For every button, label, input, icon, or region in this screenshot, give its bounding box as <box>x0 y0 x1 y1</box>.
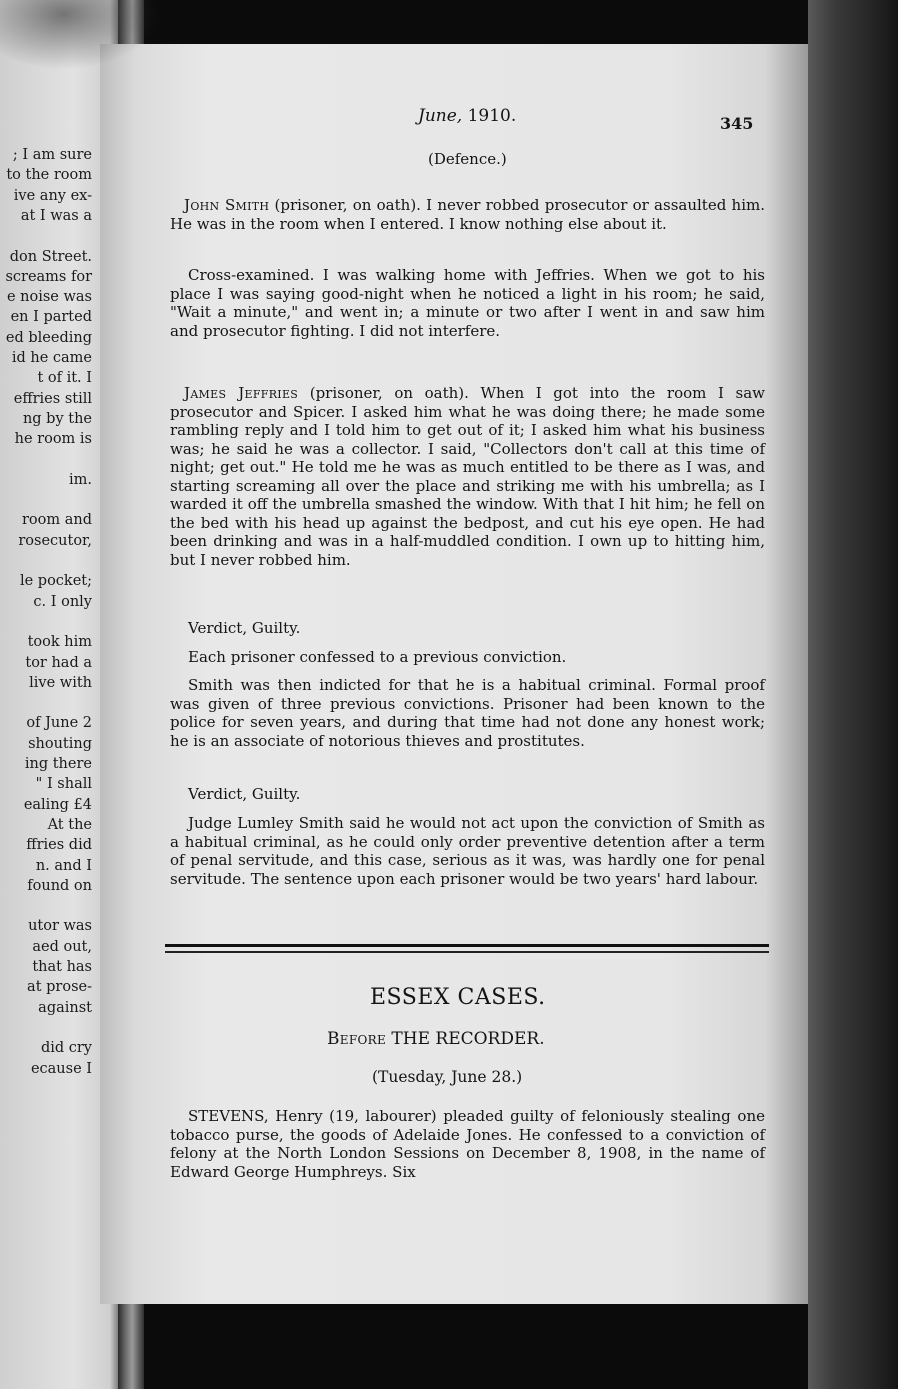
left-page-line: ffries did <box>26 837 92 854</box>
left-page-line: screams for <box>5 268 92 285</box>
session-date: (Tuesday, June 28.) <box>372 1068 523 1086</box>
left-page-line: found on <box>27 877 92 894</box>
left-page-line: room and <box>21 512 92 529</box>
paragraph-sentence: Judge Lumley Smith said he would not act upon the conviction of Smith as a habitual criminal, as he could only order preventive detention after a term of penal servitude, and this case, serious as it was, was hardly one for penal servitude. The sentence upon each prisoner would be two years' hard labour. <box>170 814 765 888</box>
running-head <box>418 106 516 126</box>
left-page-line: ing there <box>24 756 92 772</box>
left-page-line: e noise was <box>6 289 92 306</box>
paragraph-stevens: STEVENS, Henry (19, labourer) pleaded guilty of feloniously stealing one tobacco purse, the goods of Adelaide Jones. He confessed to a conviction of felony at the North London Sessions on December 8, 1908, in the name of Edward George Humphreys. Six <box>170 1107 765 1181</box>
left-page-line: against <box>38 999 92 1016</box>
left-page-line: ive any ex- <box>13 187 92 204</box>
defence-heading: (Defence.) <box>428 150 507 168</box>
left-page-line: aed out, <box>32 938 92 955</box>
left-page-line: im. <box>69 471 92 488</box>
section-divider-thin <box>165 951 769 953</box>
left-page-line: at I was a <box>20 207 92 224</box>
left-page-line: le pocket; <box>19 573 92 590</box>
left-page-line: ng by the <box>22 410 92 427</box>
left-page-line: took him <box>27 634 92 651</box>
paragraph-previous-conviction: Each prisoner confessed to a previous conviction. <box>188 648 567 666</box>
left-page-line: live with <box>29 674 92 691</box>
left-page-line: rosecutor, <box>18 532 92 549</box>
left-page-line: shouting <box>28 735 92 752</box>
witness-name: James Jeffries <box>184 384 299 402</box>
left-page-line: ; I am sure <box>12 147 92 163</box>
court-heading-before: Before <box>327 1029 387 1049</box>
left-page-line: ecause I <box>30 1060 92 1077</box>
verdict-line: Verdict, Guilty. <box>188 619 301 637</box>
left-page-line: did cry <box>40 1040 92 1057</box>
paragraph-john-smith <box>170 196 765 233</box>
paragraph-habitual-criminal: Smith was then indicted for that he is a habitual criminal. Formal proof was given of three previous convictions. Prisoner had been known to the police for seven years, and during that time had not done any honest work; he is an associate of notorious thieves and prostitutes. <box>170 676 765 750</box>
section-divider <box>165 944 769 947</box>
left-page-line: utor was <box>28 918 92 935</box>
left-page-line: ealing £4 <box>23 796 92 813</box>
left-page-line: " I shall <box>35 776 92 793</box>
left-page-line: ed bleeding <box>5 329 92 346</box>
paragraph-cross-examined: Cross-examined. I was walking home with Jeffries. When we got to his place I was saying good-night when he noticed a light in his room; he said, "Wait a minute," and went in; a minute or two after I went in and saw him and prosecutor fighting. I did not interfere. <box>170 266 765 340</box>
left-page-line: to the room <box>6 167 92 184</box>
left-page-line: c. I only <box>33 593 92 610</box>
court-heading <box>327 1029 545 1049</box>
left-page-line: en I parted <box>10 309 92 326</box>
left-page-line: he room is <box>14 431 92 448</box>
left-page-line: effries still <box>13 390 92 407</box>
left-page-line: of June 2 <box>26 715 92 732</box>
court-heading-recorder: THE RECORDER. <box>386 1029 545 1049</box>
left-page-line: don Street. <box>9 248 92 265</box>
left-page-line: id he came <box>11 350 92 366</box>
left-page-line: t of it. I <box>37 370 92 387</box>
verdict-line: Verdict, Guilty. <box>188 785 301 803</box>
running-head-month: June, <box>418 106 463 126</box>
paragraph-text: (prisoner, on oath). When I got into the room I saw prosecutor and Spicer. I asked him what he was doing there; he made some rambling reply and I told him to get out of it; I asked him what his business was; he said he was a collector. I said, "Collectors don't call at this time of night; get out." He told me he was as much entitled to be there as I was, and starting screaming all over the place and striking me with his umbrella; as I warded it off the umbrella smashed the window. With that I hit him; he fell on the bed with his head up against the bedpost, and cut his eye open. He had been drinking and was in a half-muddled condition. I own up to hitting him, but I never robbed him. <box>170 384 765 569</box>
left-page-line: at prose- <box>27 979 92 996</box>
left-page-line: n. and I <box>35 857 92 874</box>
page-number: 345 <box>720 114 754 133</box>
left-page-line: At the <box>47 816 92 833</box>
section-title: ESSEX CASES. <box>370 985 546 1010</box>
witness-name: John Smith <box>184 196 270 214</box>
left-page-line: tor had a <box>25 654 92 671</box>
running-head-year: 1910. <box>467 106 517 126</box>
left-page-line: that has <box>32 959 92 975</box>
paragraph-james-jeffries <box>170 384 765 569</box>
paragraph-text: (prisoner, on oath). I never robbed prosecutor or assaulted him. He was in the room when I entered. I know nothing else about it. <box>170 196 765 233</box>
